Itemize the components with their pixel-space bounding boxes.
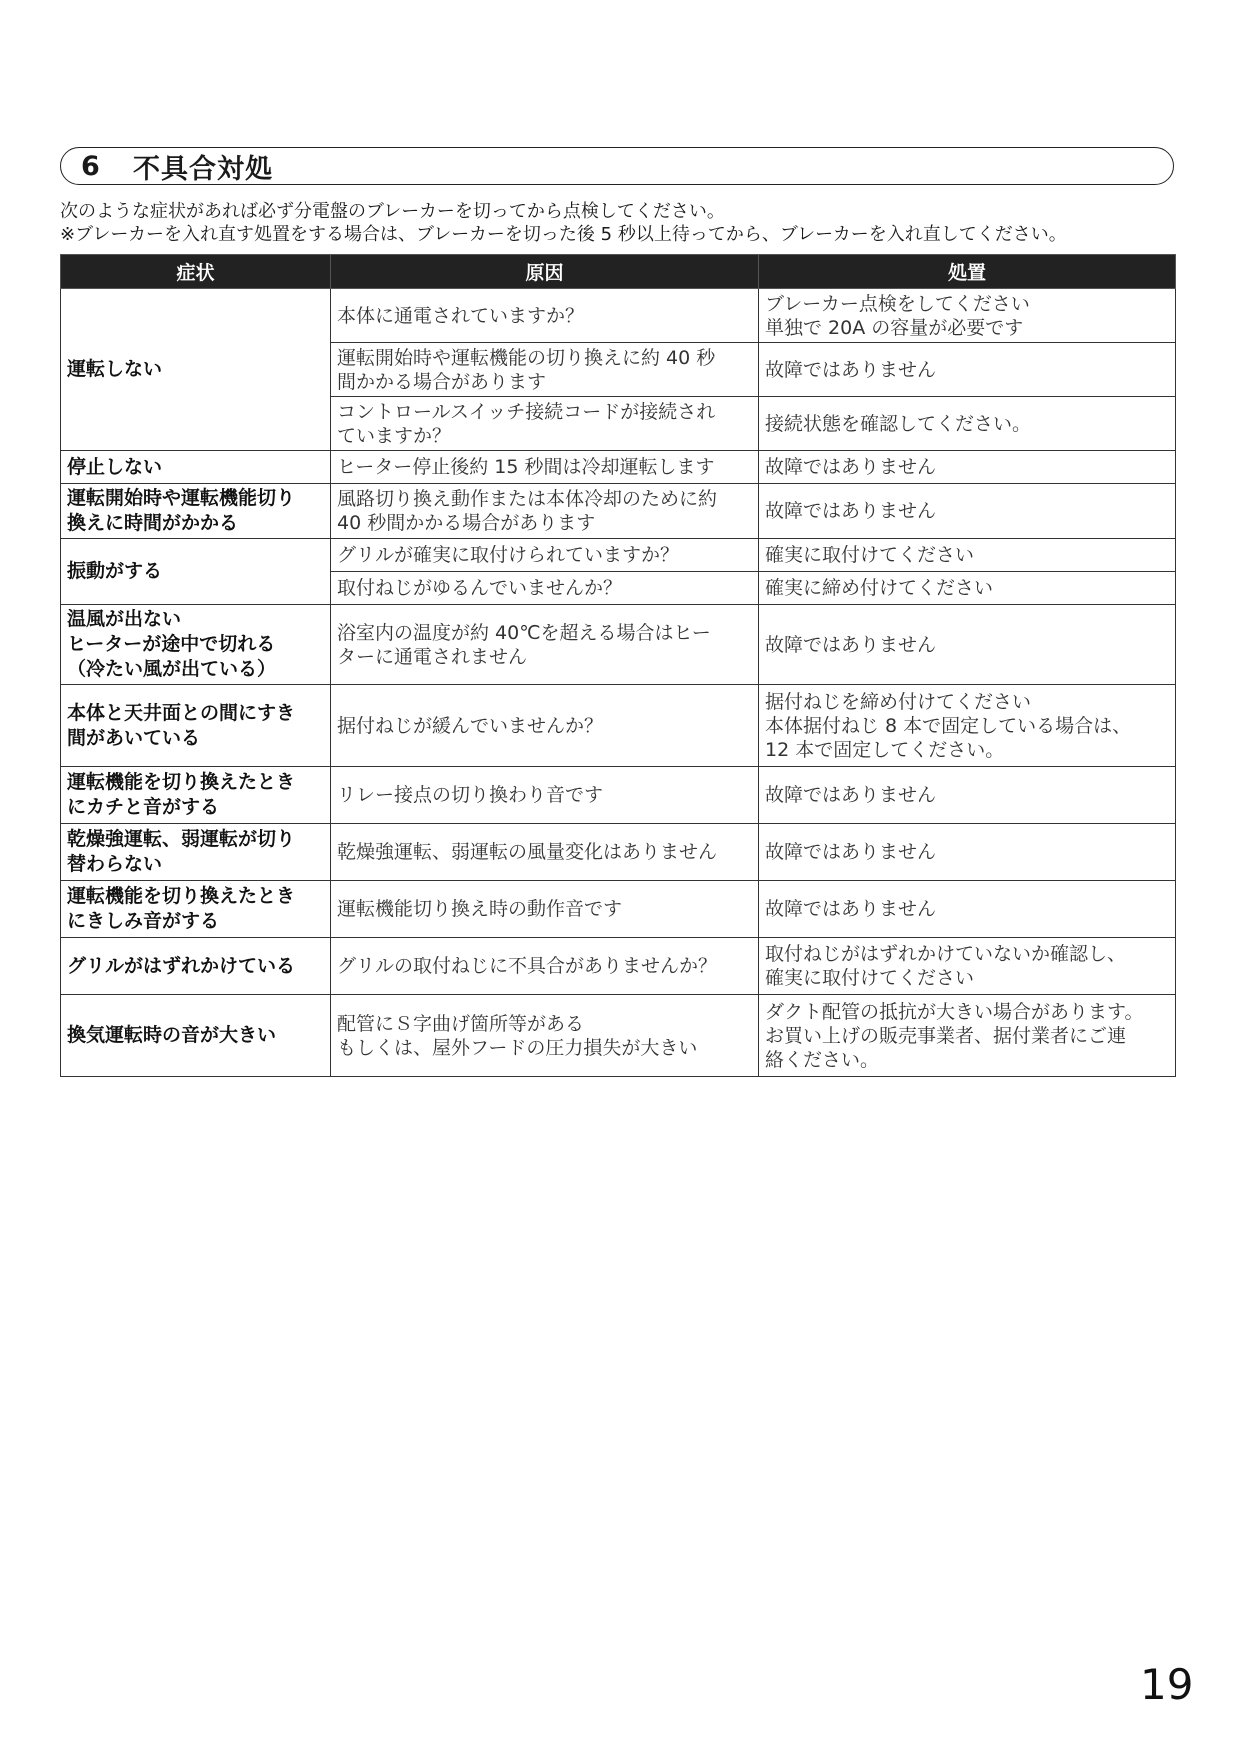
remedy-cell-line: 故障ではありません xyxy=(765,633,937,656)
cause-cell-line: 乾燥強運転、弱運転の風量変化はありません xyxy=(337,841,718,863)
symptom-cell xyxy=(61,539,331,605)
remedy-cell-line: 故障ではありません xyxy=(765,500,937,522)
cause-cell-line: ターに通電されません xyxy=(337,645,528,668)
table-row xyxy=(61,685,1176,767)
remedy-cell-line: ブレーカー点検をしてください xyxy=(765,292,1030,315)
table-row xyxy=(61,289,1176,343)
cause-cell xyxy=(331,685,759,767)
remedy-cell-line: お買い上げの販売事業者、据付業者にご連 xyxy=(765,1024,1127,1047)
remedy-cell xyxy=(759,572,1176,605)
remedy-cell-line: 接続状態を確認してください。 xyxy=(765,412,1032,435)
remedy-cell-line: 故障ではありません xyxy=(765,784,937,806)
cause-cell xyxy=(331,397,759,451)
remedy-cell-line: 故障ではありません xyxy=(765,456,937,478)
remedy-cell-line: 12 本で固定してください。 xyxy=(765,738,1005,761)
remedy-cell xyxy=(759,289,1176,343)
cause-cell-line: 運転機能切り換え時の動作音です xyxy=(337,898,623,920)
remedy-cell-line: 確実に取付けてください xyxy=(765,967,975,989)
symptom-cell-line: グリルがはずれかけている xyxy=(67,954,296,977)
symptom-cell-line: 温風が出ない xyxy=(67,608,182,630)
troubleshooting-table xyxy=(60,254,1176,1077)
cause-cell-line: グリルの取付ねじに不具合がありませんか？ xyxy=(337,955,718,977)
remedy-cell xyxy=(759,451,1176,484)
cause-cell xyxy=(331,343,759,397)
symptom-cell-line: 乾燥強運転、弱運転が切り xyxy=(67,828,296,850)
table-row xyxy=(61,767,1176,824)
intro-line-2: ※ブレーカーを入れ直す処置をする場合は、ブレーカーを切った後 5 秒以上待ってから、ブレーカーを入れ直してください。 xyxy=(60,224,1067,245)
cause-cell-line: 配管にＳ字曲げ箇所等がある xyxy=(337,1012,585,1035)
symptom-cell-line: 替わらない xyxy=(67,853,163,875)
symptom-cell xyxy=(61,938,331,995)
remedy-cell xyxy=(759,824,1176,881)
cause-cell-line: 据付ねじが緩んでいませんか？ xyxy=(337,714,604,737)
section-number: 6 xyxy=(81,150,100,182)
cause-cell xyxy=(331,938,759,995)
symptom-cell-line: 停止しない xyxy=(67,455,163,478)
remedy-cell xyxy=(759,484,1176,539)
symptom-cell-line: 間があいている xyxy=(67,726,201,749)
remedy-cell-line: 故障ではありません xyxy=(765,898,937,920)
remedy-cell-line: 据付ねじを締め付けてください xyxy=(765,690,1032,713)
cause-cell xyxy=(331,605,759,685)
symptom-cell-line: 運転開始時や運転機能切り xyxy=(67,487,296,509)
cause-cell-line: もしくは、屋外フードの圧力損失が大きい xyxy=(337,1036,698,1059)
remedy-cell-line: 故障ではありません xyxy=(765,841,937,863)
cause-cell xyxy=(331,824,759,881)
symptom-cell-line: （冷たい風が出ている） xyxy=(67,658,277,680)
table-row xyxy=(61,938,1176,995)
remedy-cell-line: 故障ではありません xyxy=(765,358,937,381)
symptom-cell-line: 本体と天井面との間にすき xyxy=(67,701,296,724)
header-remedy: 処置 xyxy=(759,255,1176,289)
symptom-cell-line: 換気運転時の音が大きい xyxy=(67,1024,277,1046)
remedy-cell-line: 絡ください。 xyxy=(765,1048,880,1071)
remedy-cell-line: 確実に締め付けてください xyxy=(765,577,994,599)
cause-cell-line: 本体に通電されていますか？ xyxy=(337,304,585,327)
cause-cell xyxy=(331,881,759,938)
symptom-cell xyxy=(61,605,331,685)
symptom-cell-line: ヒーターが途中で切れる xyxy=(67,633,276,655)
table-row xyxy=(61,605,1176,685)
table-row xyxy=(61,484,1176,539)
symptom-cell-line: 振動がする xyxy=(67,560,163,582)
table-body xyxy=(61,289,1176,1077)
cause-cell-line: リレー接点の切り換わり音です xyxy=(337,784,604,806)
cause-cell-line: グリルが確実に取付けられていますか？ xyxy=(337,544,680,566)
cause-cell xyxy=(331,484,759,539)
cause-cell-line: ヒーター停止後約 15 秒間は冷却運転します xyxy=(337,456,715,478)
cause-cell xyxy=(331,539,759,572)
table-row xyxy=(61,451,1176,484)
cause-cell-line: 風路切り換え動作または本体冷却のために約 xyxy=(337,488,718,510)
cause-cell-line: ていますか？ xyxy=(337,424,452,447)
section-header xyxy=(60,147,1174,185)
remedy-cell xyxy=(759,343,1176,397)
remedy-cell xyxy=(759,685,1176,767)
remedy-cell-line: 確実に取付けてください xyxy=(765,544,975,566)
cause-cell xyxy=(331,289,759,343)
cause-cell-line: コントロールスイッチ接続コードが接続され xyxy=(337,400,716,423)
section-title: 不具合対処 xyxy=(133,153,273,185)
table-row xyxy=(61,995,1176,1077)
cause-cell-line: 取付ねじがゆるんでいませんか？ xyxy=(337,577,623,599)
symptom-cell xyxy=(61,881,331,938)
symptom-cell-line: 換えに時間がかかる xyxy=(67,512,239,534)
cause-cell xyxy=(331,451,759,484)
symptom-cell xyxy=(61,451,331,484)
remedy-cell-line: 本体据付ねじ 8 本で固定している場合は、 xyxy=(765,714,1132,737)
symptom-cell-line: 運転機能を切り換えたとき xyxy=(67,771,296,793)
intro-line-1: 次のような症状があれば必ず分電盤のブレーカーを切ってから点検してください。 xyxy=(60,201,725,222)
remedy-cell xyxy=(759,539,1176,572)
remedy-cell xyxy=(759,397,1176,451)
symptom-cell-line: 運転機能を切り換えたとき xyxy=(67,885,296,907)
remedy-cell xyxy=(759,881,1176,938)
table-row xyxy=(61,881,1176,938)
page-number: 19 xyxy=(1140,1660,1194,1709)
cause-cell xyxy=(331,767,759,824)
remedy-cell xyxy=(759,767,1176,824)
cause-cell xyxy=(331,995,759,1077)
cause-cell xyxy=(331,572,759,605)
cause-cell-line: 浴室内の温度が約 40℃を超える場合はヒー xyxy=(337,621,711,644)
symptom-cell xyxy=(61,685,331,767)
table-row xyxy=(61,539,1176,572)
symptom-cell xyxy=(61,824,331,881)
cause-cell-line: 運転開始時や運転機能の切り換えに約 40 秒 xyxy=(337,346,716,369)
remedy-cell xyxy=(759,605,1176,685)
symptom-cell xyxy=(61,767,331,824)
remedy-cell-line: ダクト配管の抵抗が大きい場合があります。 xyxy=(765,1000,1144,1023)
cause-cell-line: 40 秒間かかる場合があります xyxy=(337,512,596,534)
header-symptom: 症状 xyxy=(61,255,331,289)
remedy-cell-line: 取付ねじがはずれかけていないか確認し、 xyxy=(765,943,1127,965)
symptom-cell xyxy=(61,289,331,451)
symptom-cell-line: 運転しない xyxy=(67,358,163,380)
cause-cell-line: 間かかる場合があります xyxy=(337,370,547,393)
table-row xyxy=(61,824,1176,881)
symptom-cell xyxy=(61,995,331,1077)
remedy-cell xyxy=(759,938,1176,995)
table-header-row xyxy=(61,255,1176,289)
symptom-cell-line: にきしみ音がする xyxy=(67,910,220,932)
remedy-cell-line: 単独で 20A の容量が必要です xyxy=(765,316,1024,339)
header-cause: 原因 xyxy=(331,255,759,289)
symptom-cell-line: にカチと音がする xyxy=(67,796,220,818)
symptom-cell xyxy=(61,484,331,539)
intro-text xyxy=(60,200,1190,246)
remedy-cell xyxy=(759,995,1176,1077)
